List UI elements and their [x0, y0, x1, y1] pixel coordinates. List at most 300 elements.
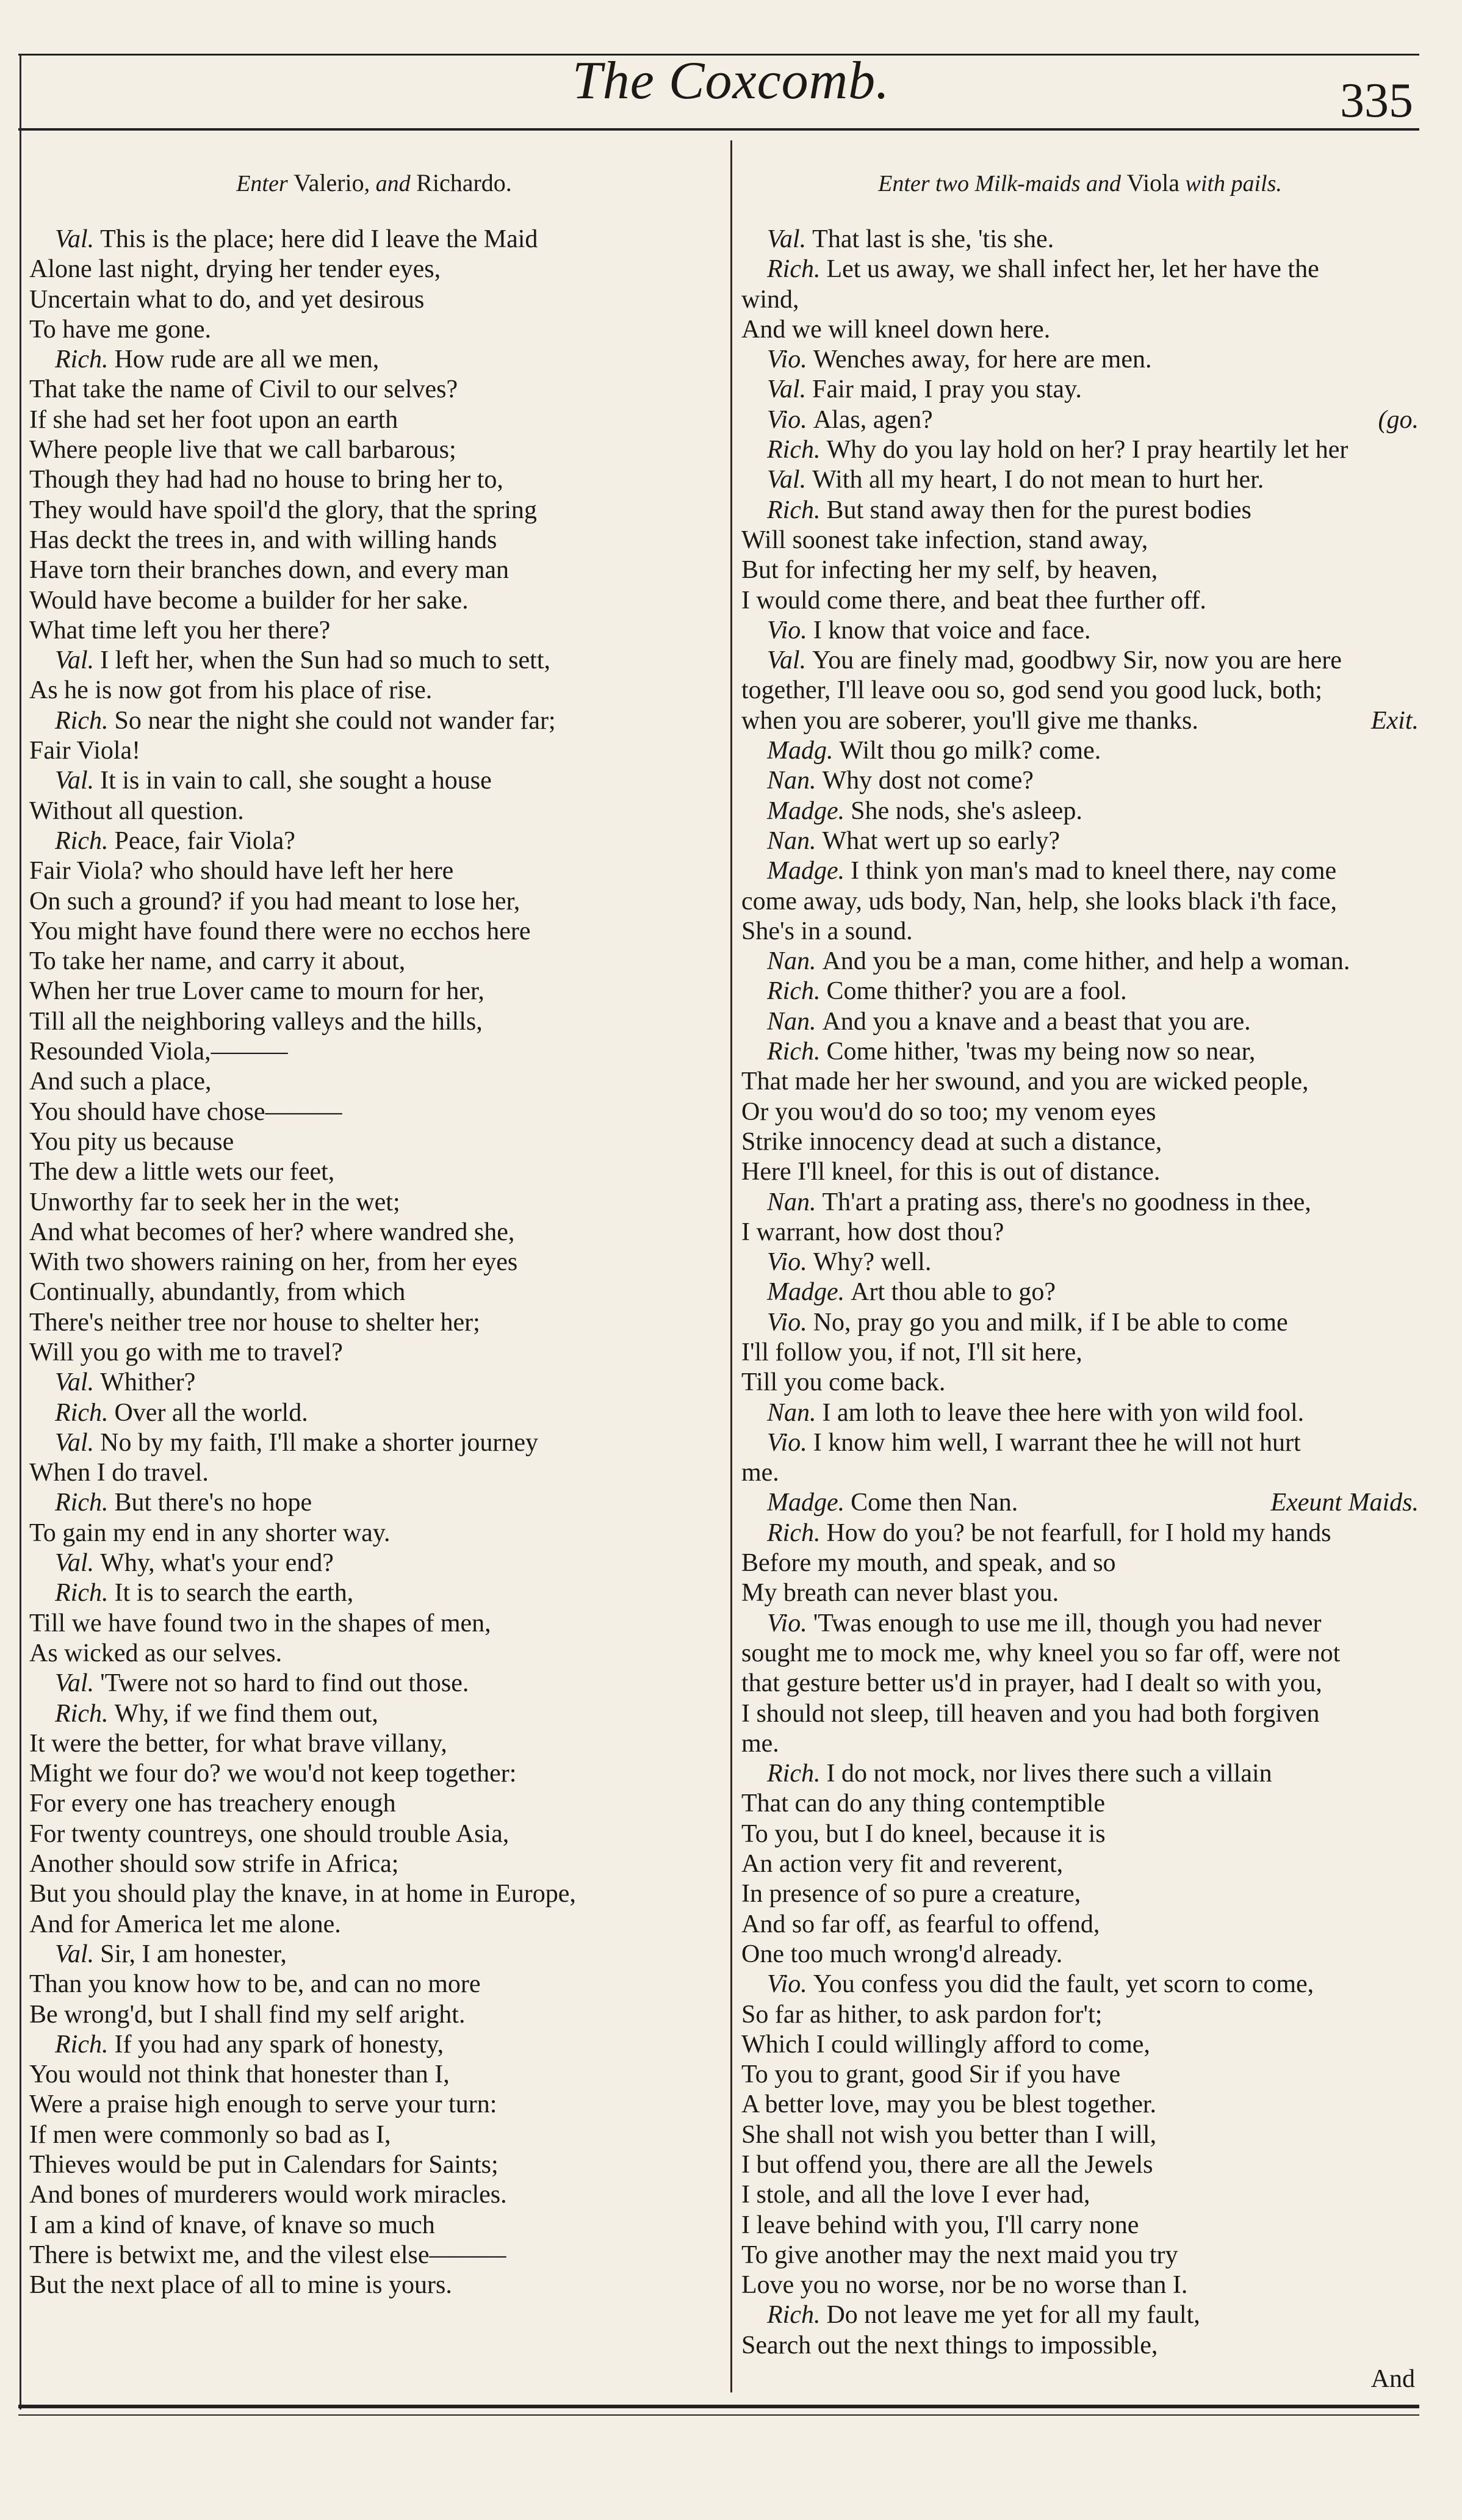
line-text: Alas, agen? — [813, 405, 933, 434]
line-text: There's neither tree nor house to shelter her; — [29, 1308, 480, 1337]
text-line — [29, 1458, 719, 1488]
text-line — [29, 1277, 719, 1307]
line-text: Fair maid, I pray you stay. — [812, 375, 1082, 404]
line-text: To give another may the next maid you try — [741, 2240, 1178, 2269]
line-text: When I do travel. — [29, 1459, 209, 1487]
text-line — [29, 1699, 719, 1729]
line-text: I am loth to leave thee here with yon wild fool. — [822, 1398, 1305, 1427]
line-text: You should have chose——— — [29, 1097, 342, 1126]
speaker-prefix: Madge. — [767, 796, 845, 825]
text-line — [741, 435, 1419, 465]
speaker-prefix: Nan. — [767, 767, 816, 795]
line-text: To have me gone. — [29, 315, 211, 344]
speaker-prefix: Rich. — [767, 1518, 821, 1547]
line-text: Thieves would be put in Calendars for Saints; — [29, 2151, 499, 2179]
text-line — [29, 2240, 719, 2270]
line-text: Would have become a builder for her sake. — [29, 586, 469, 615]
text-line — [29, 947, 719, 977]
sd-with: with pails. — [1185, 171, 1282, 197]
line-text: You might have found there were no ecchos here — [29, 917, 531, 945]
sd-name: Viola — [1126, 169, 1179, 197]
line-text: Be wrong'd, but I shall find my self aright. — [29, 2000, 466, 2029]
line-text: Till all the neighboring valleys and the hills, — [29, 1007, 483, 1036]
line-text: Till we have found two in the shapes of men, — [29, 1609, 491, 1637]
text-line — [29, 285, 719, 315]
line-text: Why, if we find them out, — [114, 1699, 378, 1728]
line-text: As wicked as our selves. — [29, 1639, 283, 1667]
text-line — [29, 1398, 719, 1428]
text-line — [741, 1518, 1419, 1548]
line-text: So far as hither, to ask pardon for't; — [741, 2000, 1103, 2029]
line-text: My breath can never blast you. — [741, 1579, 1059, 1608]
text-line — [29, 1849, 719, 1879]
line-text: Come thither? you are a fool. — [826, 977, 1127, 1006]
text-line — [29, 1578, 719, 1608]
text-line — [29, 1218, 719, 1247]
line-text: I warrant, how dost thou? — [741, 1218, 1004, 1246]
speaker-prefix: Val. — [55, 767, 95, 795]
speaker-prefix: Vio. — [767, 405, 807, 434]
text-line — [741, 405, 1419, 435]
line-text: I should not sleep, till heaven and you had both forgiven — [741, 1699, 1320, 1728]
text-line — [741, 1247, 1419, 1277]
speaker-prefix: Rich. — [55, 1579, 109, 1608]
text-line — [741, 496, 1419, 525]
text-line — [29, 1789, 719, 1819]
sd-name: Valerio — [293, 169, 364, 197]
line-text: I think yon man's mad to kneel there, nay come — [851, 857, 1337, 886]
text-line — [741, 1308, 1419, 1338]
text-line — [741, 676, 1419, 706]
text-line — [741, 736, 1419, 766]
text-line — [741, 1488, 1419, 1518]
speaker-prefix: Rich. — [55, 345, 109, 374]
text-line — [741, 1910, 1419, 1940]
text-line — [29, 1969, 719, 1999]
line-text: Without all question. — [29, 796, 244, 825]
text-line — [29, 676, 719, 706]
sd-enter: Enter — [236, 171, 288, 197]
speaker-prefix: Vio. — [767, 1248, 807, 1277]
text-line — [29, 1428, 719, 1458]
text-line — [29, 315, 719, 345]
text-line — [741, 1368, 1419, 1398]
text-line — [29, 2150, 719, 2180]
text-line — [741, 1127, 1419, 1157]
text-line — [29, 1127, 719, 1157]
column-divider — [730, 140, 732, 2392]
right-column — [741, 165, 1419, 2394]
line-text: Sir, I am honester, — [100, 1940, 287, 1968]
text-line — [29, 255, 719, 284]
text-line — [741, 1639, 1419, 1669]
line-text: Alone last night, drying her tender eyes, — [29, 255, 441, 284]
line-text: Continually, abundantly, from which — [29, 1278, 406, 1307]
line-text: I leave behind with you, I'll carry none — [741, 2211, 1139, 2239]
line-text: I but offend you, there are all the Jewels — [741, 2151, 1153, 2179]
line-text: Fair Viola? who should have left her here — [29, 857, 454, 886]
text-line — [29, 2090, 719, 2120]
text-line — [741, 1819, 1419, 1849]
text-line — [29, 766, 719, 796]
text-line — [29, 616, 719, 646]
text-line — [29, 736, 719, 766]
line-text: Why do you lay hold on her? I pray heartily let her — [826, 436, 1349, 464]
text-line — [741, 315, 1419, 345]
text-line — [741, 225, 1419, 255]
text-line — [741, 1097, 1419, 1127]
line-text: This is the place; here did I leave the Maid — [100, 225, 538, 253]
line-text: You pity us because — [29, 1127, 234, 1156]
line-text: And for America let me alone. — [29, 1910, 341, 1938]
catchword: And — [1370, 2365, 1415, 2394]
text-line — [29, 1037, 719, 1067]
speaker-prefix: Vio. — [767, 1428, 807, 1457]
line-text: And bones of murderers would work miracles. — [29, 2181, 507, 2209]
text-line — [741, 2150, 1419, 2180]
text-line — [741, 766, 1419, 796]
text-line — [29, 977, 719, 1006]
line-text: me. — [741, 1729, 779, 1758]
line-text: When her true Lover came to mourn for her, — [29, 977, 484, 1006]
line-text: Here I'll kneel, for this is out of distance. — [741, 1158, 1161, 1186]
line-text: And you be a man, come hither, and help a woman. — [822, 947, 1350, 976]
line-text: Might we four do? we wou'd not keep together: — [29, 1760, 517, 1788]
stage-direction: Enter Valerio, and Richardo. — [236, 169, 512, 197]
text-line — [29, 2000, 719, 2030]
text-line — [741, 1609, 1419, 1639]
text-line — [741, 465, 1419, 495]
line-text: sought me to mock me, why kneel you so far off, were not — [741, 1639, 1341, 1667]
text-line — [741, 1849, 1419, 1879]
text-line — [741, 856, 1419, 886]
line-text: To take her name, and carry it about, — [29, 947, 406, 976]
text-line — [29, 375, 719, 405]
line-text: I do not mock, nor lives there such a villain — [826, 1760, 1272, 1788]
text-line — [741, 1007, 1419, 1037]
speaker-prefix: Val. — [55, 225, 95, 253]
line-text: If men were commonly so bad as I, — [29, 2120, 391, 2149]
text-line — [741, 2000, 1419, 2030]
line-text: How do you? be not fearfull, for I hold my hands — [826, 1518, 1331, 1547]
line-text: Before my mouth, and speak, and so — [741, 1549, 1116, 1578]
line-text: Than you know how to be, and can no more — [29, 1970, 481, 1999]
text-line — [29, 586, 719, 616]
line-text: Peace, fair Viola? — [114, 826, 295, 855]
text-line — [741, 1548, 1419, 1578]
text-line — [741, 1729, 1419, 1759]
text-line — [29, 706, 719, 736]
text-line — [741, 2060, 1419, 2090]
text-line — [29, 1518, 719, 1548]
line-text: It were the better, for what brave villany, — [29, 1729, 447, 1758]
line-text: Come hither, 'twas my being now so near, — [826, 1038, 1256, 1066]
speaker-prefix: Vio. — [767, 616, 807, 644]
line-text: No, pray go you and milk, if I be able to come — [813, 1308, 1288, 1337]
line-text: You are finely mad, goodbwy Sir, now you are here — [812, 646, 1342, 675]
text-line — [741, 616, 1419, 646]
speaker-prefix: Madge. — [767, 1489, 845, 1517]
line-text: Though they had had no house to bring her to, — [29, 466, 503, 494]
text-line — [29, 1247, 719, 1277]
text-line — [29, 465, 719, 495]
speaker-prefix: Vio. — [767, 1609, 807, 1637]
speaker-prefix: Val. — [55, 1549, 95, 1578]
line-text: Will soonest take infection, stand away, — [741, 525, 1148, 554]
text-line — [741, 1067, 1419, 1097]
speaker-prefix: Val. — [767, 225, 807, 253]
line-text: She nods, she's asleep. — [851, 796, 1082, 825]
text-line — [29, 225, 719, 255]
text-line — [741, 2300, 1419, 2330]
speaker-prefix: Rich. — [55, 1489, 109, 1517]
line-text: And we will kneel down here. — [741, 315, 1051, 344]
speaker-prefix: Val. — [767, 466, 807, 494]
speaker-prefix: Rich. — [767, 496, 821, 524]
footer-rule — [18, 2405, 1419, 2408]
text-line — [29, 887, 719, 917]
speaker-prefix: Madg. — [767, 737, 834, 765]
text-line — [29, 1669, 719, 1699]
text-line — [741, 1458, 1419, 1488]
text-line — [741, 375, 1419, 405]
text-line — [29, 1157, 719, 1187]
line-text: But for infecting her my self, by heaven, — [741, 556, 1158, 585]
line-text: That take the name of Civil to our selves? — [29, 375, 458, 404]
left-text-lines — [29, 225, 719, 2300]
text-line — [29, 1879, 719, 1909]
line-text: And so far off, as fearful to offend, — [741, 1910, 1100, 1938]
text-line — [29, 1910, 719, 1940]
line-text: That can do any thing contemptible — [741, 1789, 1105, 1818]
text-line — [29, 405, 719, 435]
line-text: Th'art a prating ass, there's no goodness in thee, — [822, 1188, 1311, 1216]
line-text: wind, — [741, 285, 799, 314]
line-text: when you are soberer, you'll give me thanks. — [741, 706, 1198, 735]
text-line — [29, 1368, 719, 1398]
speaker-prefix: Val. — [767, 375, 807, 404]
text-line — [741, 796, 1419, 826]
line-text: Wilt thou go milk? come. — [839, 737, 1101, 765]
line-text: If she had set her foot upon an earth — [29, 405, 398, 434]
text-line — [741, 345, 1419, 375]
line-text: Whither? — [100, 1368, 196, 1397]
text-line — [741, 555, 1419, 585]
text-line — [29, 1338, 719, 1368]
speaker-prefix: Rich. — [767, 977, 821, 1006]
sd-name-2: Richardo. — [416, 169, 512, 197]
line-text: 'Twas enough to use me ill, though you had never — [813, 1609, 1322, 1637]
text-line — [741, 646, 1419, 676]
text-line — [29, 2211, 719, 2240]
text-line — [29, 1308, 719, 1338]
text-line — [741, 2030, 1419, 2060]
line-text: If you had any spark of honesty, — [114, 2030, 444, 2059]
text-line — [29, 435, 719, 465]
text-line — [29, 1819, 719, 1849]
line-text: Has deckt the trees in, and with willing hands — [29, 525, 497, 554]
text-line — [29, 1488, 719, 1518]
text-line — [29, 917, 719, 947]
line-text: And you a knave and a beast that you are. — [822, 1007, 1251, 1036]
line-text: She's in a sound. — [741, 917, 913, 945]
line-text: The dew a little wets our feet, — [29, 1158, 335, 1186]
text-line — [29, 496, 719, 525]
speaker-prefix: Nan. — [767, 1188, 816, 1216]
speaker-prefix: Vio. — [767, 1970, 807, 1999]
text-line — [741, 2211, 1419, 2240]
line-text: Have torn their branches down, and every man — [29, 556, 510, 585]
speaker-prefix: Rich. — [767, 1038, 821, 1066]
page-number: 335 — [1340, 74, 1413, 128]
text-line — [741, 2331, 1419, 2361]
line-text: Strike innocency dead at such a distance, — [741, 1127, 1162, 1156]
line-text: How rude are all we men, — [114, 345, 380, 374]
text-line — [741, 1789, 1419, 1819]
line-text: Why dost not come? — [822, 767, 1034, 795]
text-line — [29, 1759, 719, 1789]
left-column — [29, 165, 719, 2300]
line-text: Another should sow strife in Africa; — [29, 1850, 399, 1879]
line-text: I'll follow you, if not, I'll sit here, — [741, 1338, 1082, 1367]
speaker-prefix: Nan. — [767, 826, 816, 855]
speaker-prefix: Vio. — [767, 1308, 807, 1337]
text-line — [741, 1578, 1419, 1608]
speaker-prefix: Madge. — [767, 1278, 845, 1307]
text-line — [29, 1067, 719, 1097]
line-text: You confess you did the fault, yet scorn to come, — [813, 1970, 1314, 1999]
sd-enter: Enter two Milk-maids — [878, 171, 1081, 197]
text-line — [741, 1218, 1419, 1247]
text-line — [741, 887, 1419, 917]
line-text: But stand away then for the purest bodies — [826, 496, 1251, 524]
line-text: To you, but I do kneel, because it is — [741, 1819, 1106, 1848]
line-text: You would not think that honester than I, — [29, 2060, 450, 2089]
text-line — [741, 1969, 1419, 1999]
line-text: There is betwixt me, and the vilest else——— — [29, 2240, 506, 2269]
text-line — [29, 1007, 719, 1037]
speaker-prefix: Val. — [55, 1368, 95, 1397]
text-line — [741, 1879, 1419, 1909]
line-text: Will you go with me to travel? — [29, 1338, 343, 1367]
text-line — [29, 1639, 719, 1669]
speaker-prefix: Nan. — [767, 947, 816, 976]
line-text: Unworthy far to seek her in the wet; — [29, 1188, 400, 1216]
line-text: I know that voice and face. — [813, 616, 1091, 644]
text-line — [29, 525, 719, 555]
line-text: me. — [741, 1459, 779, 1487]
text-line — [741, 2120, 1419, 2150]
text-line — [741, 586, 1419, 616]
text-line — [741, 1398, 1419, 1428]
text-line — [29, 2060, 719, 2090]
line-text: Where people live that we call barbarous; — [29, 436, 456, 464]
text-line — [741, 1188, 1419, 1218]
line-text: Uncertain what to do, and yet desirous — [29, 285, 425, 314]
line-text: It is to search the earth, — [114, 1579, 354, 1608]
line-text: Art thou able to go? — [851, 1278, 1056, 1307]
speaker-prefix: Madge. — [767, 857, 845, 886]
text-line — [29, 856, 719, 886]
line-text: Over all the world. — [114, 1398, 308, 1427]
line-text: That made her her swound, and you are wicked people, — [741, 1067, 1309, 1096]
text-line — [29, 555, 719, 585]
line-text: come away, uds body, Nan, help, she looks black i'th face, — [741, 887, 1338, 915]
line-text: Come then Nan. — [851, 1489, 1018, 1517]
text-line — [741, 2270, 1419, 2300]
text-line — [29, 1188, 719, 1218]
line-text: As he is now got from his place of rise. — [29, 676, 433, 705]
line-text: Fair Viola! — [29, 737, 141, 765]
line-text: Love you no worse, nor be no worse than I. — [741, 2271, 1188, 2300]
speaker-prefix: Rich. — [767, 2301, 821, 2330]
line-text: Till you come back. — [741, 1368, 946, 1397]
line-text: On such a ground? if you had meant to lose her, — [29, 887, 520, 915]
text-line — [29, 1729, 719, 1759]
line-text: I know him well, I warrant thee he will not hurt — [813, 1428, 1301, 1457]
speaker-prefix: Rich. — [55, 826, 109, 855]
speaker-prefix: Rich. — [55, 1699, 109, 1728]
sd-and: and — [1086, 171, 1122, 197]
footer-rule-thin — [18, 2414, 1419, 2416]
line-text: With two showers raining on her, from her eyes — [29, 1248, 518, 1277]
speaker-prefix: Val. — [55, 1428, 95, 1457]
left-border-rule — [20, 54, 21, 2410]
line-text: Wenches away, for here are men. — [813, 345, 1152, 374]
line-text: An action very fit and reverent, — [741, 1850, 1064, 1879]
line-text: She shall not wish you better than I will, — [741, 2120, 1157, 2149]
stage-direction — [741, 165, 1419, 225]
speaker-prefix: Rich. — [55, 2030, 109, 2059]
text-line — [29, 1609, 719, 1639]
text-line — [741, 1669, 1419, 1699]
text-line — [741, 1940, 1419, 1969]
speaker-prefix: Nan. — [767, 1007, 816, 1036]
text-line — [741, 2240, 1419, 2270]
speaker-prefix: Rich. — [767, 1760, 821, 1788]
line-text: Do not leave me yet for all my fault, — [826, 2301, 1200, 2330]
text-line — [741, 525, 1419, 555]
line-text: And what becomes of her? where wandred she, — [29, 1218, 515, 1246]
speaker-prefix: Val. — [55, 1669, 95, 1698]
line-text: I would come there, and beat thee further off. — [741, 586, 1206, 615]
right-note: (go. — [1378, 405, 1419, 434]
line-text: I stole, and all the love I ever had, — [741, 2181, 1090, 2209]
sd-and: and — [375, 171, 411, 197]
line-text: That last is she, 'tis she. — [812, 225, 1054, 253]
text-line — [29, 2120, 719, 2150]
text-line — [29, 646, 719, 676]
text-line — [29, 796, 719, 826]
line-text: Why? well. — [813, 1248, 932, 1277]
line-text: I left her, when the Sun had so much to sett, — [100, 646, 551, 675]
running-title: The Coxcomb. — [572, 51, 890, 110]
text-line — [741, 706, 1419, 736]
text-line — [741, 977, 1419, 1006]
line-text: In presence of so pure a creature, — [741, 1880, 1081, 1908]
line-text: To you to grant, good Sir if you have — [741, 2060, 1121, 2089]
speaker-prefix: Val. — [767, 646, 807, 675]
speaker-prefix: Val. — [55, 646, 95, 675]
text-line — [741, 1428, 1419, 1458]
line-text: What wert up so early? — [822, 826, 1060, 855]
line-text: Search out the next things to impossible, — [741, 2331, 1158, 2359]
line-text: One too much wrong'd already. — [741, 1940, 1063, 1968]
right-note: Exit. — [1370, 706, 1419, 735]
line-text: No by my faith, I'll make a shorter journey — [100, 1428, 539, 1457]
line-text: What time left you her there? — [29, 616, 331, 644]
speaker-prefix: Rich. — [767, 255, 821, 284]
